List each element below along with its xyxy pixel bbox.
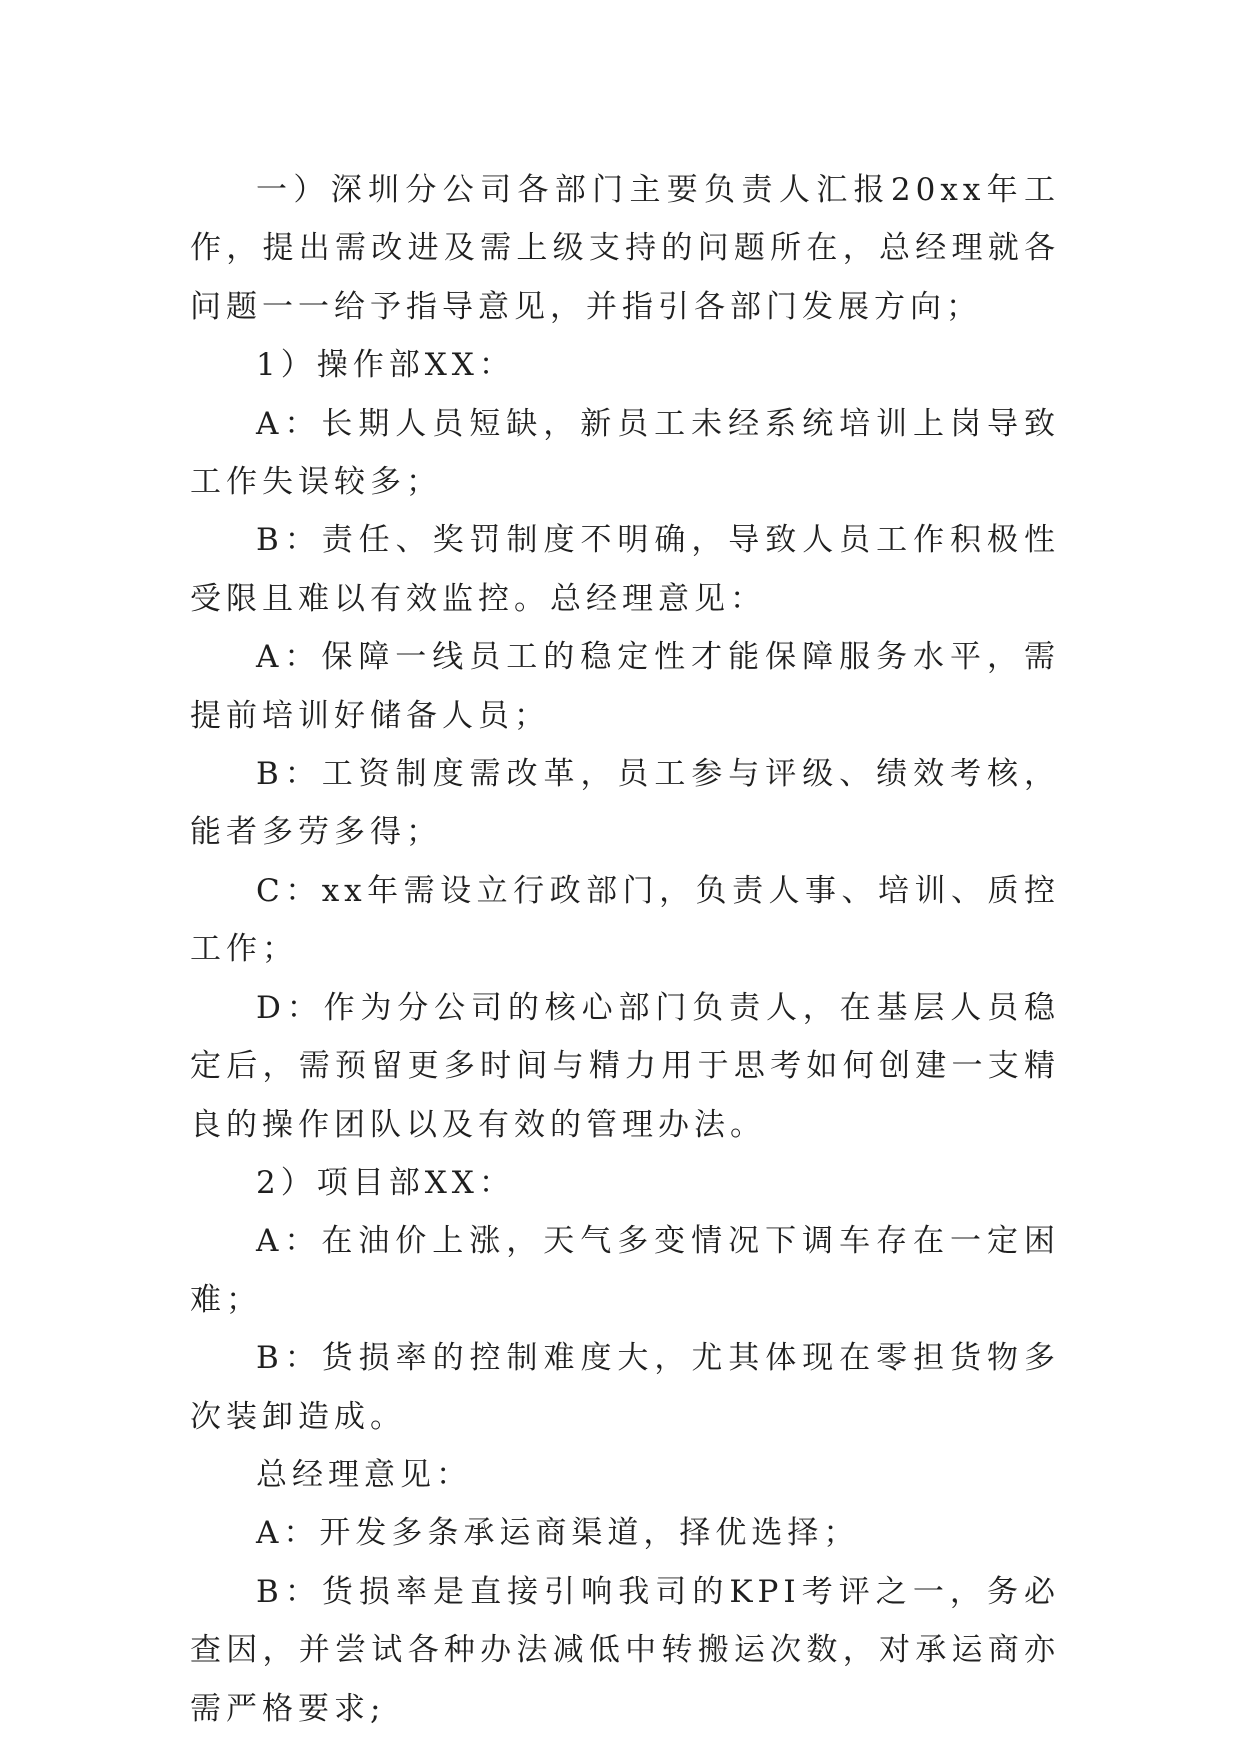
paragraph-project-a: A：在油价上涨，天气多变情况下调车存在一定困难； xyxy=(190,1223,1060,1318)
paragraph-operations-a: A：长期人员短缺，新员工未经系统培训上岗导致工作失误较多； xyxy=(190,405,1060,501)
paragraph-manager-opinion-a: A：开发多条承运商渠道，择优选择； xyxy=(256,1515,860,1552)
paragraph-project-b: B：货损率的控制难度大，尤其体现在零担货物多次装卸造成。 xyxy=(190,1340,1060,1435)
paragraph-project-heading: 2）项目部XX： xyxy=(256,1164,515,1201)
paragraph-manager-opinion-heading: 总经理意见： xyxy=(256,1456,472,1493)
paragraph-opinion-d: D：作为分公司的核心部门负责人，在基层人员稳定后，需预留更多时间与精力用于思考如何创建一支精良的操作团队以及有效的管理办法。 xyxy=(190,989,1060,1143)
paragraph-opinion-a: A：保障一线员工的稳定性才能保障服务水平，需提前培训好储备人员； xyxy=(190,639,1060,734)
paragraph-operations-b: B：责任、奖罚制度不明确，导致人员工作积极性受限且难以有效监控。总经理意见： xyxy=(190,522,1060,617)
paragraph-intro: 一）深圳分公司各部门主要负责人汇报20xx年工作，提出需改进及需上级支持的问题所在，总经理就各问题一一给予指导意见，并指引各部门发展方向； xyxy=(190,172,1060,325)
paragraph-opinion-c: C：xx年需设立行政部门，负责人事、培训、质控工作； xyxy=(190,872,1060,968)
document-body xyxy=(190,161,1060,1738)
paragraph-manager-opinion-b: B：货损率是直接引响我司的KPI考评之一，务必查因，并尝试各种办法减低中转搬运次数，对承运商亦需严格要求; xyxy=(190,1573,1060,1727)
paragraph-operations-heading: 1）操作部XX： xyxy=(256,347,515,384)
paragraph-opinion-b: B：工资制度需改革，员工参与评级、绩效考核，能者多劳多得； xyxy=(190,756,1060,851)
